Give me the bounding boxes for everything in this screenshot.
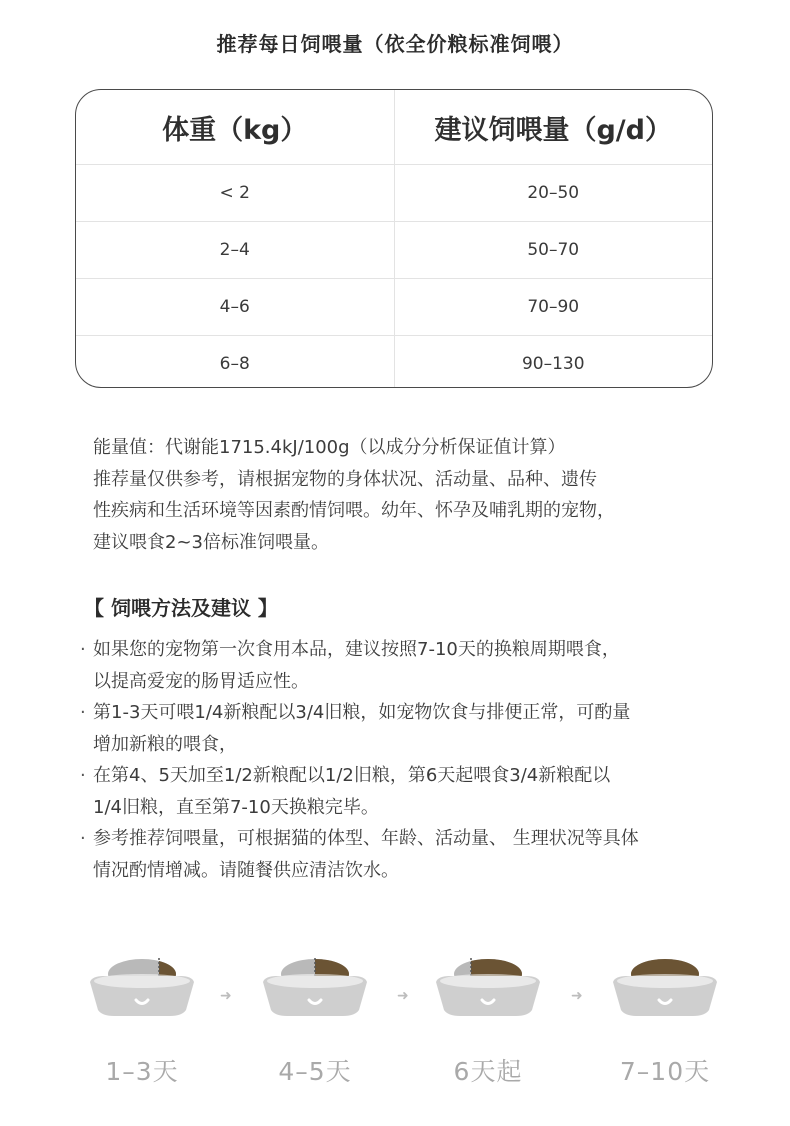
bowl-icon (255, 950, 375, 1030)
note-line: 建议喂食2~3倍标准饲喂量。 (93, 531, 329, 553)
amount-cell: 20–50 (394, 165, 712, 222)
bullet-dot: · (80, 828, 86, 849)
method-item (80, 760, 740, 823)
step-label: 6天起 (453, 1057, 523, 1086)
method-line: 增加新粮的喂食， (93, 733, 237, 755)
weight-cell: 2–4 (76, 222, 394, 279)
step-3 (428, 950, 548, 1088)
arrow-icon: ➜ (571, 988, 583, 1004)
weight-cell: < 2 (76, 165, 394, 222)
method-title: 【 饲喂方法及建议 】 (84, 596, 278, 620)
method-line: 参考推荐饲喂量，可根据猫的体型、年龄、活动量、 生理状况等具体 (93, 828, 639, 849)
note-line: 推荐量仅供参考，请根据宠物的身体状况、活动量、品种、遗传 (93, 468, 597, 490)
table-row (76, 165, 712, 222)
method-item (80, 823, 740, 886)
transition-steps (0, 950, 790, 1090)
amount-cell: 70–90 (394, 279, 712, 336)
bowl-icon (428, 950, 548, 1030)
step-label: 1–3天 (105, 1057, 179, 1086)
arrow-icon: ➜ (397, 988, 409, 1004)
bullet-dot: · (80, 639, 86, 660)
bullet-dot: · (80, 765, 86, 786)
method-line: 以提高爱宠的肠胃适应性。 (93, 670, 309, 692)
amount-cell: 50–70 (394, 222, 712, 279)
method-line: 情况酌情增减。请随餐供应清洁饮水。 (93, 859, 399, 881)
page-title: 推荐每日饲喂量（依全价粮标准饲喂） (216, 32, 574, 56)
step-1 (82, 950, 202, 1088)
method-line: 在第4、5天加至1/2新粮配以1/2旧粮，第6天起喂食3/4新粮配以 (93, 765, 611, 786)
bowl-icon (82, 950, 202, 1030)
table-header-row (76, 90, 712, 165)
arrow-icon: ➜ (220, 988, 232, 1004)
amount-cell: 90–130 (521, 354, 585, 374)
note-line: 能量值：代谢能1715.4kJ/100g（以成分分析保证值计算） (93, 437, 566, 458)
amount-column-header: 建议饲喂量（g/d） (394, 90, 712, 165)
method-item (80, 697, 740, 760)
step-label: 7–10天 (619, 1057, 711, 1086)
method-line: 1/4旧粮，直至第7-10天换粮完毕。 (93, 796, 379, 818)
table-row (76, 279, 712, 336)
method-item (80, 634, 740, 697)
method-line: 第1-3天可喂1/4新粮配以3/4旧粮，如宠物饮食与排便正常，可酌量 (93, 702, 631, 723)
energy-notes (93, 432, 733, 558)
method-line: 如果您的宠物第一次食用本品，建议按照7-10天的换粮周期喂食， (93, 639, 620, 660)
note-line: 性疾病和生活环境等因素酌情饲喂。幼年、怀孕及哺乳期的宠物， (93, 500, 615, 521)
step-4 (605, 950, 725, 1088)
method-list (80, 634, 740, 886)
weight-column-header: 体重（kg） (76, 90, 394, 165)
bullet-dot: · (80, 702, 86, 723)
weight-cell: 4–6 (76, 279, 394, 336)
table-row (76, 336, 712, 389)
weight-cell: 6–8 (76, 336, 394, 389)
bowl-icon (605, 950, 725, 1030)
step-label: 4–5天 (278, 1057, 352, 1086)
step-2 (255, 950, 375, 1088)
table-row (76, 222, 712, 279)
feeding-table (75, 89, 713, 388)
